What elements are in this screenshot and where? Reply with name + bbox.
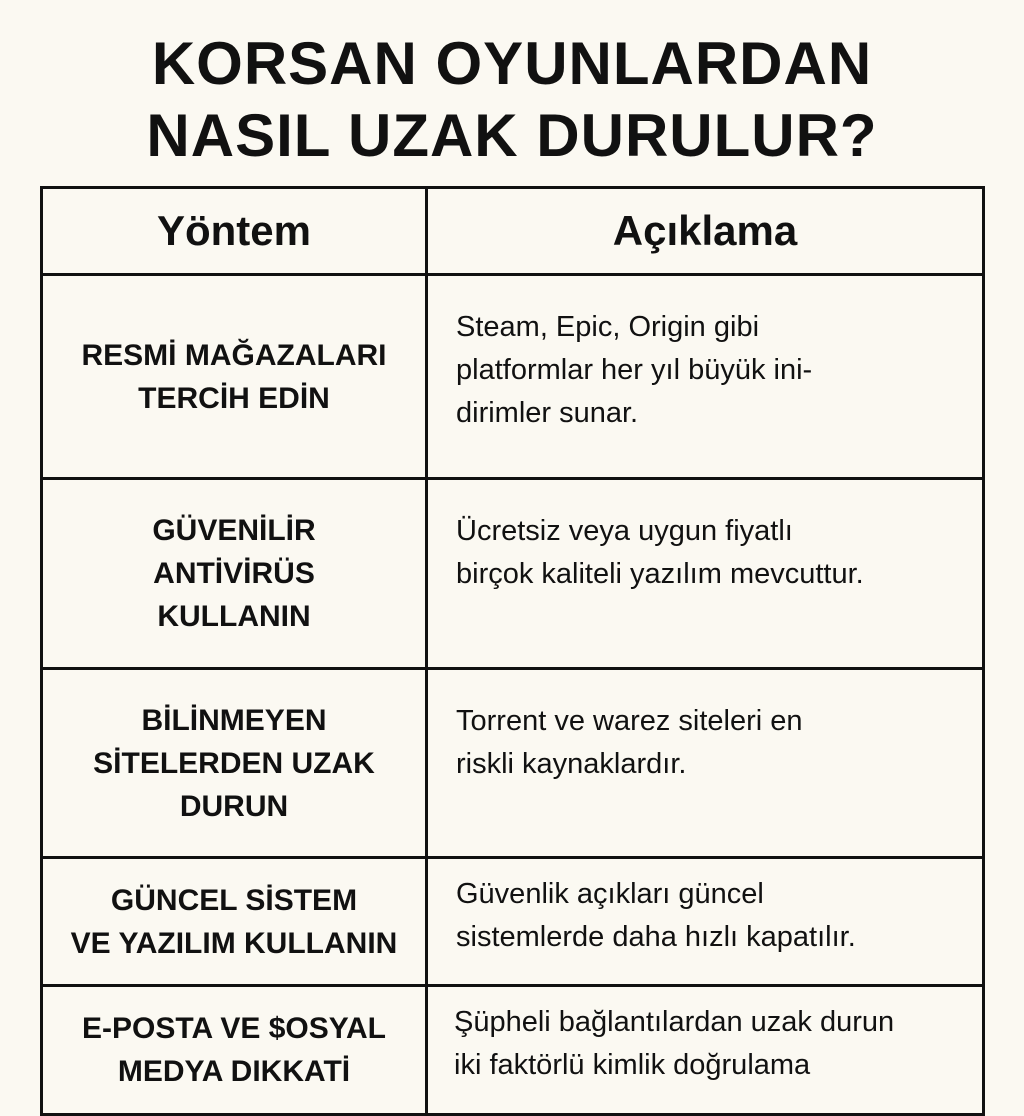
method-line: SİTELERDEN UZAK [93, 746, 375, 780]
title-line: NASIL UZAK DURULUR? [146, 102, 878, 169]
method-line: E-POSTA VE $OSYAL [82, 1012, 386, 1045]
method-cell [42, 986, 427, 1115]
method-line: KULLANIN [157, 600, 311, 633]
method-cell [42, 858, 427, 986]
table-row [42, 858, 984, 986]
table-row [42, 479, 984, 669]
methods-table [40, 186, 985, 1116]
description-cell [427, 275, 984, 479]
description-line: Torrent ve warez siteleri en [456, 705, 803, 737]
method-line: DURUN [179, 789, 289, 823]
description-line: Steam, Epic, Origin gibi [456, 311, 760, 343]
method-line: MEDYA DIKKATİ [117, 1055, 351, 1088]
header-method: Yöntem [42, 188, 427, 275]
method-line: TERCİH EDİN [138, 381, 330, 415]
method-cell [42, 669, 427, 858]
method-cell [42, 275, 427, 479]
description-line: dirimler sunar. [456, 397, 639, 429]
table-header-row [42, 188, 984, 275]
description-line: Ücretsiz veya uygun fiyatlı [456, 515, 793, 547]
description-cell [427, 669, 984, 858]
method-line: RESMİ MAĞAZALARI [81, 338, 387, 372]
method-line: ANTİVİRÜS [153, 557, 315, 590]
description-line: riskli kaynaklardır. [456, 748, 687, 780]
description-line: birçok kaliteli yazılım mevcuttur. [456, 558, 864, 590]
method-line: GÜVENİLİR [152, 514, 316, 547]
page-title [0, 28, 1024, 172]
method-line: VE YAZILIM KULLANIN [70, 926, 398, 960]
table-row [42, 986, 984, 1115]
description-cell [427, 479, 984, 669]
method-line: GÜNCEL SİSTEM [110, 883, 358, 917]
description-line: iki faktörlü kimlik doğrulama [454, 1049, 811, 1081]
table-row [42, 669, 984, 858]
description-cell [427, 858, 984, 986]
description-line: sistemlerde daha hızlı kapatılır. [456, 921, 856, 953]
description-line: Güvenlik açıkları güncel [456, 878, 764, 910]
header-description: Açıklama [427, 188, 984, 275]
table-row [42, 275, 984, 479]
description-cell [427, 986, 984, 1115]
description-line: platformlar her yıl büyük ini- [456, 354, 813, 386]
title-line: KORSAN OYUNLARDAN [151, 30, 873, 97]
method-cell [42, 479, 427, 669]
method-line: BİLİNMEYEN [141, 703, 327, 737]
description-line: Şüpheli bağlantılardan uzak durun [454, 1006, 895, 1038]
